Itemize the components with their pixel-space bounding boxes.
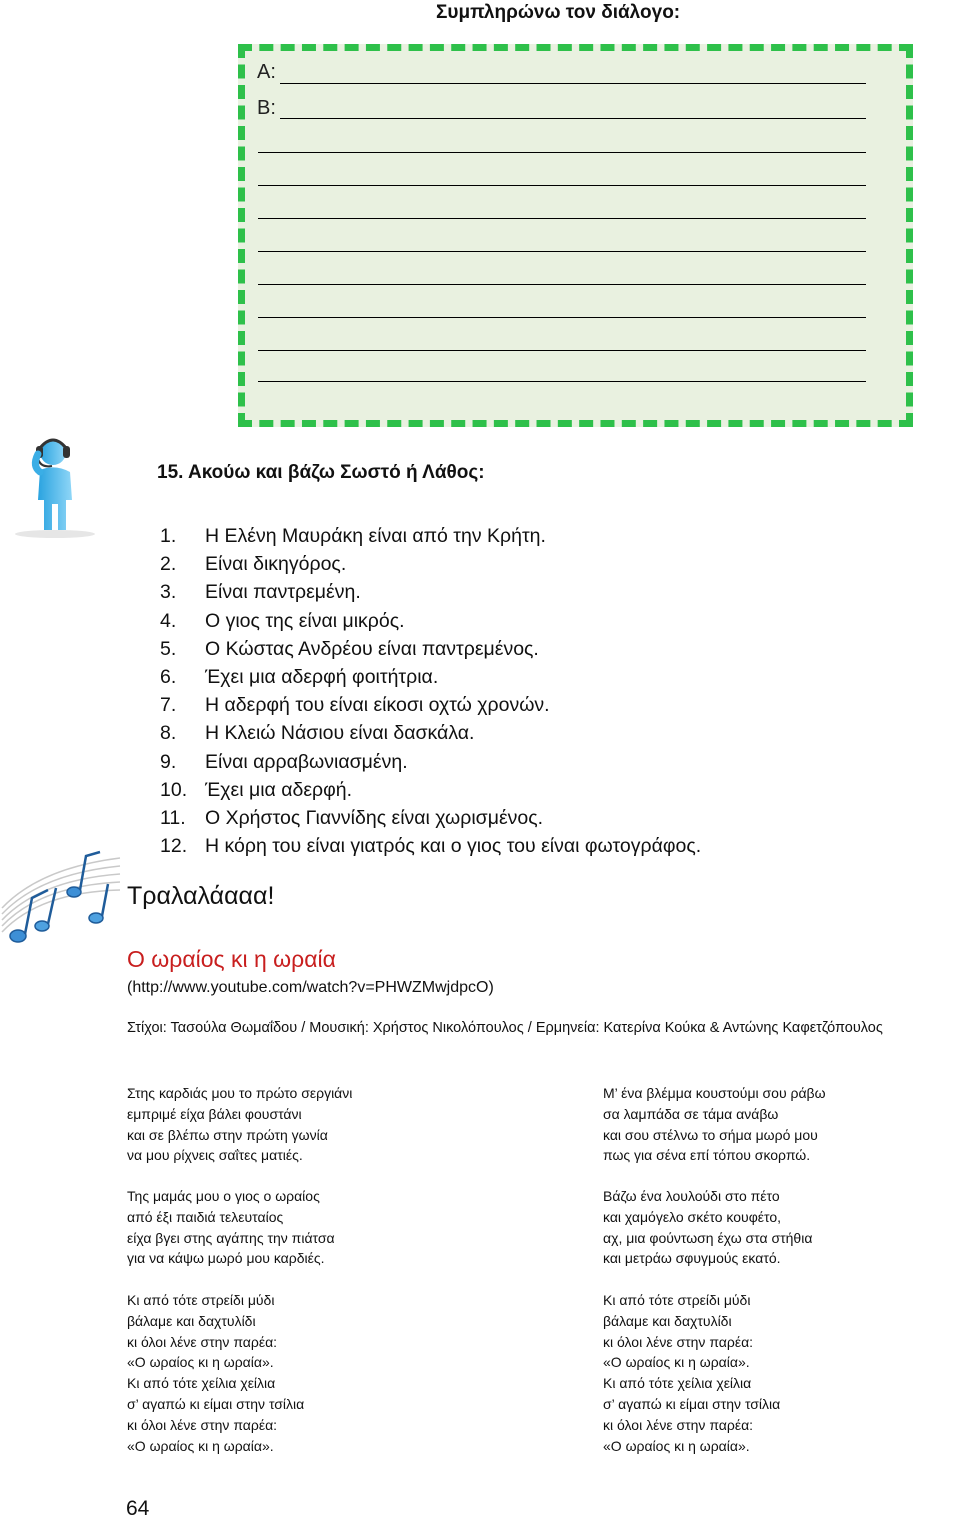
list-item [160,776,701,804]
list-item [160,635,701,663]
item-number: 2. [160,553,177,576]
lyric-line: σα λαμπάδα σε τάμα ανάβω [603,1105,779,1122]
item-number: 8. [160,722,177,745]
item-text: Η Ελένη Μαυράκη είναι από την Κρήτη. [205,525,546,547]
lyric-line: Κι από τότε χείλια χείλια [127,1375,276,1392]
lyric-line: για να κάψω μωρό μου καρδιές. [127,1250,325,1267]
speaker-a-label: Α: [257,61,276,83]
list-item [160,832,701,860]
lyric-line: «Ο ωραίος κι η ωραία». [603,1437,750,1454]
lyric-line: και μετράω σφυγμούς εκατό. [603,1250,781,1267]
item-number: 6. [160,666,177,689]
lyric-line: σ’ αγαπώ κι είμαι στην τσίλια [127,1395,305,1412]
item-text: Είναι παντρεμένη. [205,581,361,604]
answer-line[interactable] [258,381,866,382]
lyric-line: «Ο ωραίος κι η ωραία». [127,1437,274,1454]
list-item [160,663,701,691]
speaker-b-label: Β: [257,97,276,119]
lyrics-chorus-right [603,1290,780,1456]
lyric-line: είχα βγει στης αγάπης την πιάτσα [127,1229,335,1246]
item-number: 7. [160,694,177,717]
lyrics-stanza-right-1 [603,1083,826,1166]
lyric-line: πως για σένα επί τόπου σκορπώ. [603,1147,811,1164]
item-number: 3. [160,581,177,604]
lyrics-stanza-left-1 [127,1083,352,1166]
lyrics-stanza-right-2 [603,1186,812,1269]
answer-line-b[interactable] [280,118,866,119]
lyric-line: εμπριμέ είχα βάλει φουστάνι [127,1105,302,1122]
song-section-heading: Τραλαλάααα! [127,882,275,910]
lyric-line: βάλαμε και δαχτυλίδι [127,1312,256,1329]
answer-line[interactable] [258,251,866,252]
item-number: 11. [160,807,186,830]
item-text: Έχει μια αδερφή. [205,778,353,801]
answer-line[interactable] [258,317,866,318]
song-url-link[interactable]: (http://www.youtube.com/watch?v=PHWZMwjdpcO) [127,979,494,996]
list-item [160,804,701,832]
item-number: 10. [160,778,188,801]
lyric-line: και σε βλέπω στην πρώτη γωνία [127,1126,328,1143]
lyric-line: σ’ αγαπώ κι είμαι στην τσίλια [603,1395,781,1412]
lyric-line: κι όλοι λένε στην παρέα: [603,1416,754,1433]
lyric-line: και σου στέλνω το σήμα μωρό μου [603,1126,818,1143]
lyric-line: αχ, μια φούντωση έχω στα στήθια [603,1229,813,1246]
item-text: Ο Χρήστος Γιαννίδης είναι χωρισμένος. [205,807,544,830]
lyric-line: Κι από τότε χείλια χείλια [603,1375,752,1392]
lyric-line: Κι από τότε στρείδι μύδι [603,1292,751,1308]
answer-line[interactable] [258,185,866,186]
answer-line[interactable] [258,350,866,351]
list-item [160,578,701,606]
lyrics-stanza-left-2 [127,1186,335,1269]
lyric-line: κι όλοι λένε στην παρέα: [127,1333,278,1350]
lyric-line: Μ’ ένα βλέμμα κουστούμι σου ράβω [603,1085,826,1101]
item-number: 9. [160,750,177,773]
lyric-line: από έξι παιδιά τελευταίος [127,1208,284,1225]
lyric-line: Βάζω ένα λουλούδι στο πέτο [603,1188,780,1204]
dialogue-box [238,44,913,427]
lyric-line: Της μαμάς μου ο γιος ο ωραίος [127,1188,320,1204]
lyric-line: «Ο ωραίος κι η ωραία». [127,1354,274,1371]
item-number: 1. [160,525,177,547]
list-item [160,550,701,578]
lyrics-chorus-left [127,1290,304,1456]
item-number: 5. [160,637,177,660]
answer-line[interactable] [258,284,866,285]
true-false-list [160,522,701,860]
answer-line[interactable] [258,218,866,219]
lyric-line: «Ο ωραίος κι η ωραία». [603,1354,750,1371]
list-item [160,748,701,776]
lyric-line: και χαμόγελο σκέτο κουφέτο, [603,1208,782,1225]
list-item [160,691,701,719]
item-text: Ο Κώστας Ανδρέου είναι παντρεμένος. [205,637,539,660]
list-item [160,607,701,635]
lyric-line: Κι από τότε στρείδι μύδι [127,1292,275,1308]
lyric-line: να μου ρίχνεις σαΐτες ματιές. [127,1147,303,1164]
lyric-line: βάλαμε και δαχτυλίδι [603,1312,732,1329]
item-text: Είναι δικηγόρος. [205,553,347,576]
song-credits: Στίχοι: Τασούλα Θωμαΐδου / Μουσική: Χρήστος Νικολόπουλος / Ερμηνεία: Κατερίνα Κούκα & Αντώνης Καφετζόπουλος [127,1020,883,1036]
item-text: Έχει μια αδερφή φοιτήτρια. [205,666,439,689]
answer-line[interactable] [258,152,866,153]
item-text: Η κόρη του είναι γιατρός και ο γιος του είναι φωτογράφος. [205,835,702,858]
item-text: Είναι αρραβωνιασμένη. [205,750,408,773]
dialogue-title: Συμπληρώνω τον διάλογο: [436,2,681,23]
item-text: Ο γιος της είναι μικρός. [205,609,405,632]
song-title: Ο ωραίος κι η ωραία [127,946,336,972]
headphone-listener-icon [10,430,100,538]
lyric-line: Στης καρδιάς μου το πρώτο σεργιάνι [127,1085,353,1101]
item-number: 12. [160,835,188,858]
music-notes-icon [0,848,125,953]
item-text: Η αδερφή του είναι είκοσι οχτώ χρονών. [205,694,550,717]
item-number: 4. [160,609,177,632]
answer-line-a[interactable] [280,83,866,84]
lyric-line: κι όλοι λένε στην παρέα: [603,1333,754,1350]
page-number: 64 [126,1497,150,1520]
exercise-heading: 15. Ακούω και βάζω Σωστό ή Λάθος: [157,462,485,483]
list-item [160,522,701,550]
list-item [160,719,701,747]
item-text: Η Κλειώ Νάσιου είναι δασκάλα. [205,722,475,745]
lyric-line: κι όλοι λένε στην παρέα: [127,1416,278,1433]
